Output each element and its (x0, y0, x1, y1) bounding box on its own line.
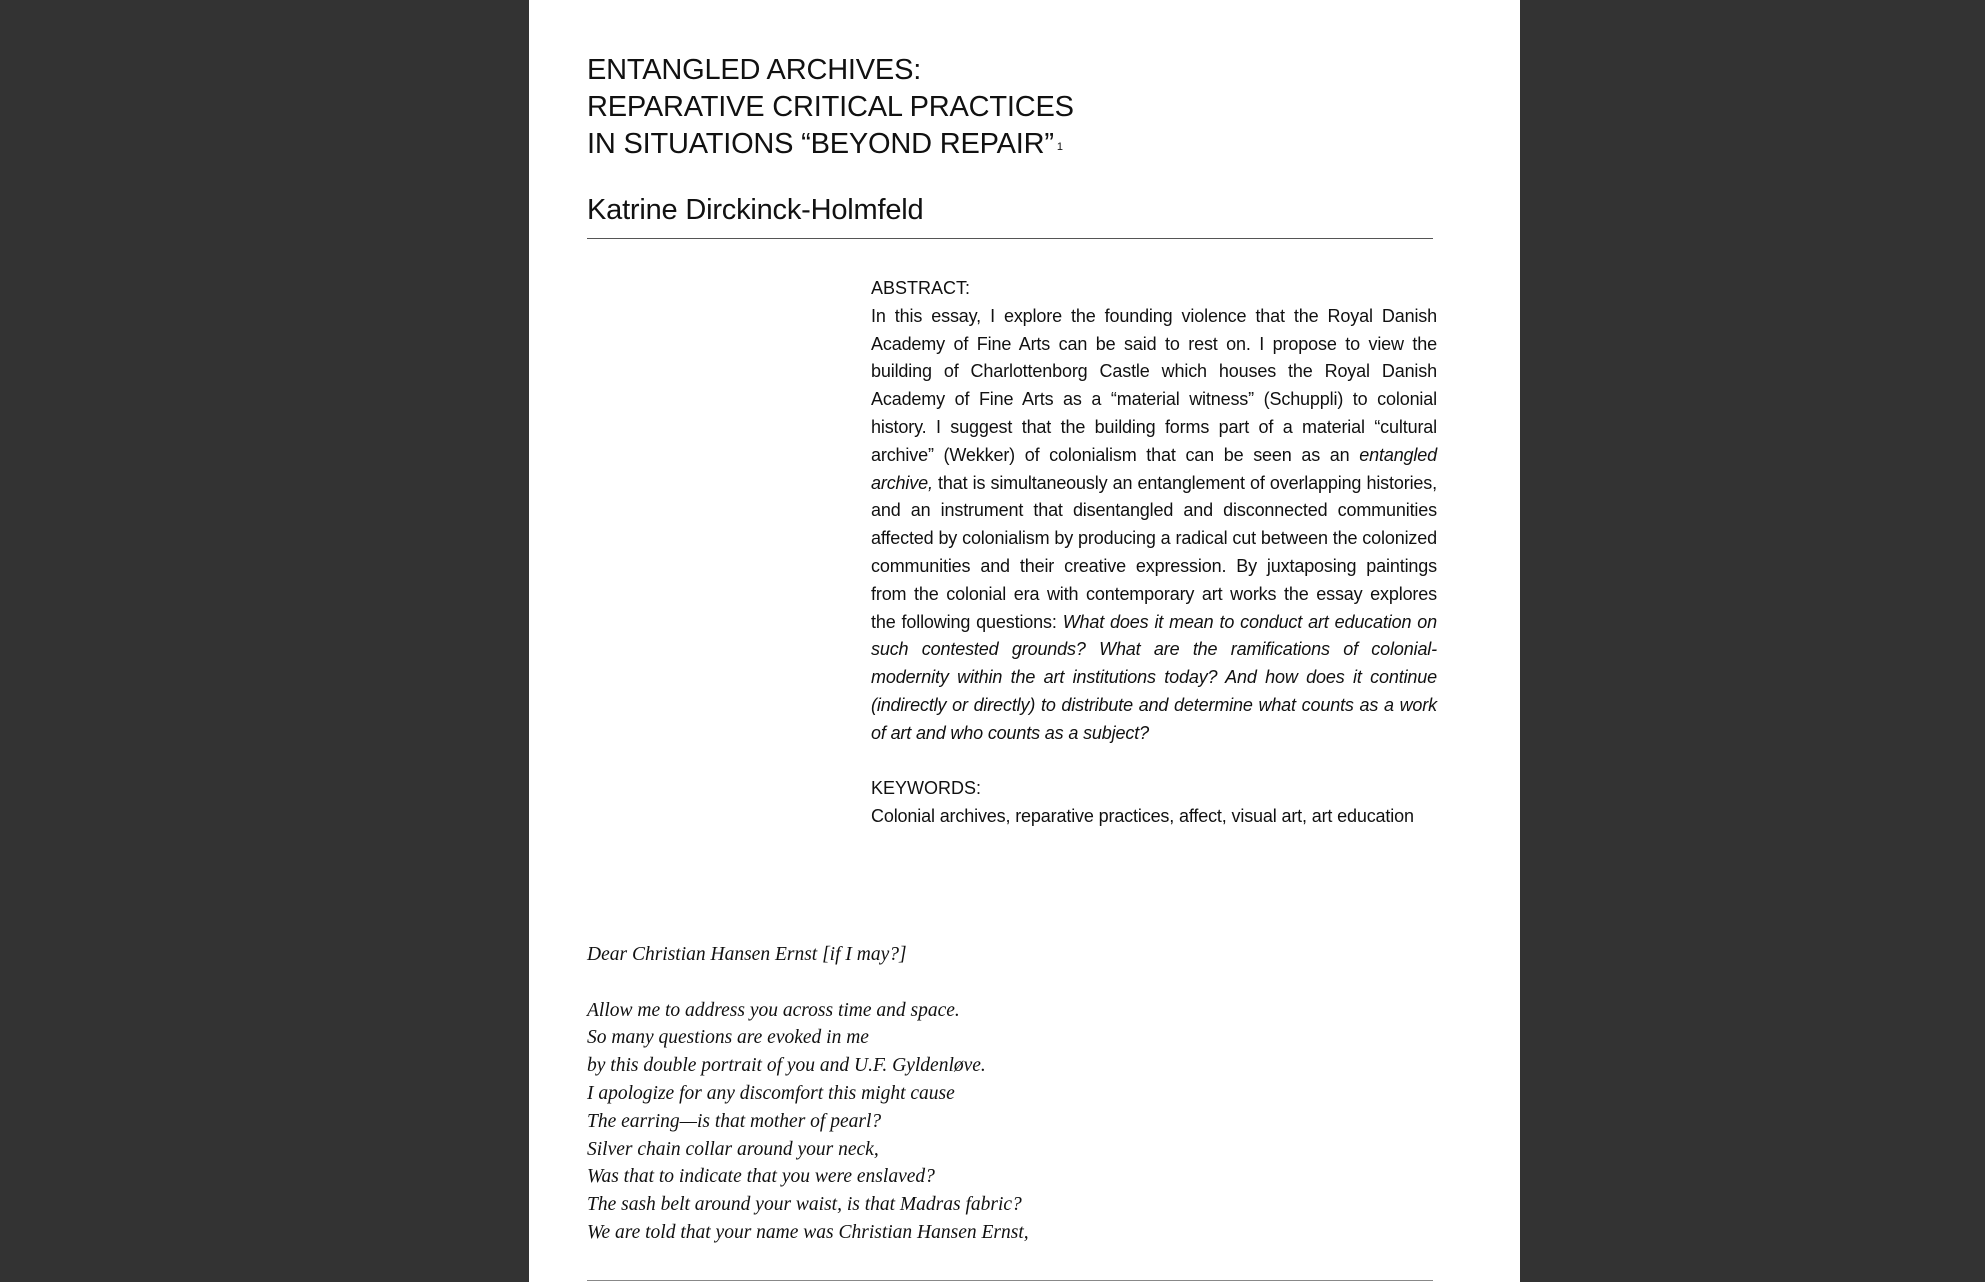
abstract-heading: ABSTRACT: (871, 278, 971, 298)
letter-line: The sash belt around your waist, is that Madras fabric? (587, 1194, 1022, 1216)
document-page (529, 0, 1520, 1282)
footnote-marker[interactable]: 1 (1056, 141, 1063, 153)
abstract-spacer (871, 748, 1437, 776)
letter-line: So many questions are evoked in me (587, 1027, 869, 1049)
letter-line: I apologize for any discomfort this might cause (587, 1082, 955, 1104)
paper-title (587, 52, 1074, 163)
abstract-research-questions: What does it mean to conduct art education on such contested grounds? What are the ramifications of colonial-modernity within the art institutions today? And how does it continue (indirectly or directly) to distribute and determine what counts as a work of art and who counts as a subject? (871, 611, 1437, 743)
title-line-3-text: IN SITUATIONS “BEYOND REPAIR” (587, 128, 1054, 160)
letter-line: We are told that your name was Christian Hansen Ernst, (587, 1221, 1029, 1243)
letter-spacer (587, 969, 1029, 997)
abstract-text (871, 303, 1437, 748)
abstract-text-part-2: that is simultaneously an entanglement of overlapping histories, and an instrument that disentangled and disconnected communities affected by colonialism by producing a radical cut between the colonized communities and their creative expression. By juxtaposing paintings from the colonial era with contemporary art works the essay explores the following questions: (871, 472, 1437, 632)
title-line-3 (587, 126, 1074, 163)
title-divider (587, 238, 1433, 239)
letter-line: Allow me to address you across time and space. (587, 999, 960, 1021)
letter-salutation: Dear Christian Hansen Ernst [if I may?] (587, 944, 907, 965)
author-name: Katrine Dirckinck-Holmfeld (587, 194, 924, 226)
letter-poem (587, 941, 1029, 1247)
abstract-text-part-1: In this essay, I explore the founding violence that the Royal Danish Academy of Fine Arts can be said to rest on. I propose to view the building of Charlottenborg Castle which houses the Royal Danish Academy of Fine Arts as a “material witness” (Schuppli) to colonial history. I suggest that the building forms part of a material “cultural archive” (Wekker) of colonialism that can be seen as an (871, 305, 1437, 465)
abstract-block (871, 275, 1437, 831)
letter-line: Was that to indicate that you were enslaved? (587, 1166, 935, 1188)
letter-line: Silver chain collar around your neck, (587, 1138, 879, 1160)
abstract-text-italic-1: entangled archive, (871, 444, 1437, 493)
letter-line: by this double portrait of you and U.F. Gyldenløve. (587, 1055, 986, 1077)
title-line-2: REPARATIVE CRITICAL PRACTICES (587, 91, 1074, 123)
footnote-divider (587, 1280, 1433, 1281)
keywords-heading: KEYWORDS: (871, 778, 982, 799)
title-line-1: ENTANGLED ARCHIVES: (587, 54, 922, 86)
keywords-text: Colonial archives, reparative practices, affect, visual art, art education (871, 806, 1414, 827)
letter-line: The earring—is that mother of pearl? (587, 1110, 882, 1132)
